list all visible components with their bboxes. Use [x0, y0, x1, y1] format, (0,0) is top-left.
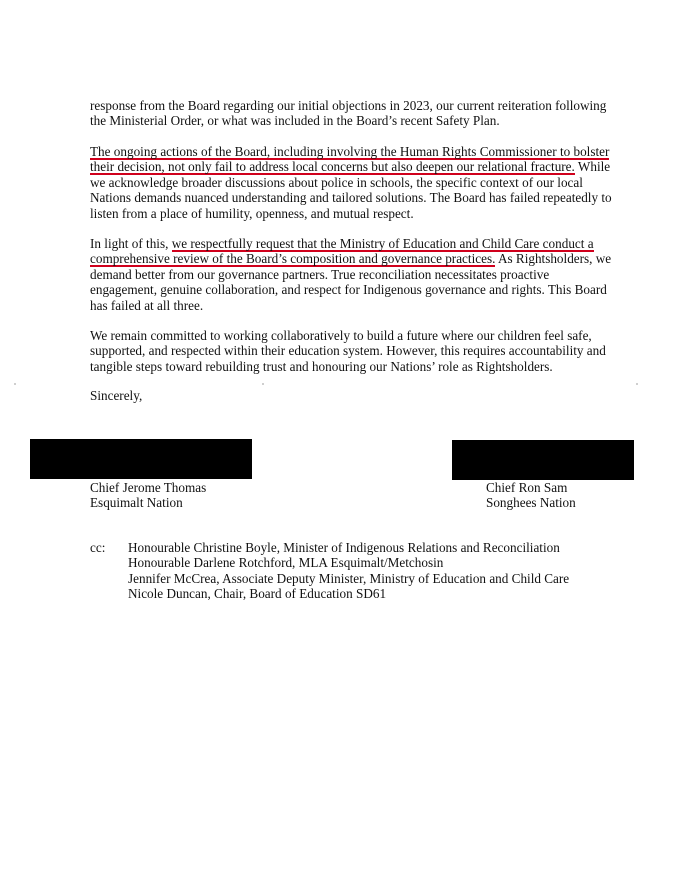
paragraph-board-response: [90, 98, 618, 129]
highlighted-text-review-request: we respectfully request that the Ministry of Education and Child Care conduct a comprehensive review of the Board’s composition and governance practices.: [90, 236, 594, 267]
cc-recipient: Honourable Christine Boyle, Minister of Indigenous Relations and Reconciliation: [128, 540, 560, 555]
closing-salutation-text: Sincerely,: [90, 388, 143, 403]
paragraph-review-request-text: As Rightsholders, we demand better from our governance partners. True reconciliation necessitates proactive engagement, genuine collaboration, and respect for Indigenous governance and rights. This Board has failed at all three.: [90, 251, 612, 313]
redacted-signature-left: [30, 439, 252, 479]
paragraph-ongoing-actions-text: While we acknowledge broader discussions about police in schools, the specific context of our local Nations demands nuanced understanding and tailored solutions. The Board has failed repeatedly to listen from a place of humility, openness, and mutual respect.: [90, 159, 612, 221]
cc-recipient: Jennifer McCrea, Associate Deputy Minister, Ministry of Education and Child Care: [128, 570, 570, 586]
paragraph-review-request-start: In light of this,: [90, 236, 172, 251]
cc-recipient: Honourable Darlene Rotchford, MLA Esquimalt/Metchosin: [128, 555, 444, 571]
scan-speck: [262, 383, 264, 385]
redacted-signature-right: [452, 440, 634, 480]
signatory-block-left: [90, 480, 206, 511]
scan-speck: [636, 383, 638, 385]
signatory-name: Chief Ron Sam: [486, 480, 568, 495]
cc-recipient-list: [128, 540, 569, 602]
highlighted-text-ongoing-actions: The ongoing actions of the Board, including involving the Human Rights Commissioner to bolster their decision, not only fail to address local concerns but also deepen our relational fracture.: [90, 144, 610, 175]
paragraph-commitment: [90, 328, 618, 374]
signatory-nation: Esquimalt Nation: [90, 495, 183, 511]
signatory-name: Chief Jerome Thomas: [90, 480, 207, 495]
signatory-nation: Songhees Nation: [486, 495, 576, 511]
signatory-block-right: [486, 480, 576, 511]
paragraph-board-response-text: response from the Board regarding our initial objections in 2023, our current reiteration following the Ministerial Order, or what was included in the Board’s recent Safety Plan.: [90, 98, 607, 129]
paragraph-ongoing-actions: [90, 144, 618, 221]
closing-salutation: [90, 388, 618, 403]
cc-recipient: Nicole Duncan, Chair, Board of Education SD61: [128, 586, 387, 602]
paragraph-commitment-text: We remain committed to working collaboratively to build a future where our children feel safe, supported, and respected within their education system. However, this requires accountability and tangible steps toward rebuilding trust and honouring our Nations’ role as Rightsholders.: [90, 328, 606, 374]
paragraph-review-request: [90, 236, 618, 313]
cc-label: cc:: [90, 540, 106, 555]
scan-speck: [14, 383, 16, 385]
